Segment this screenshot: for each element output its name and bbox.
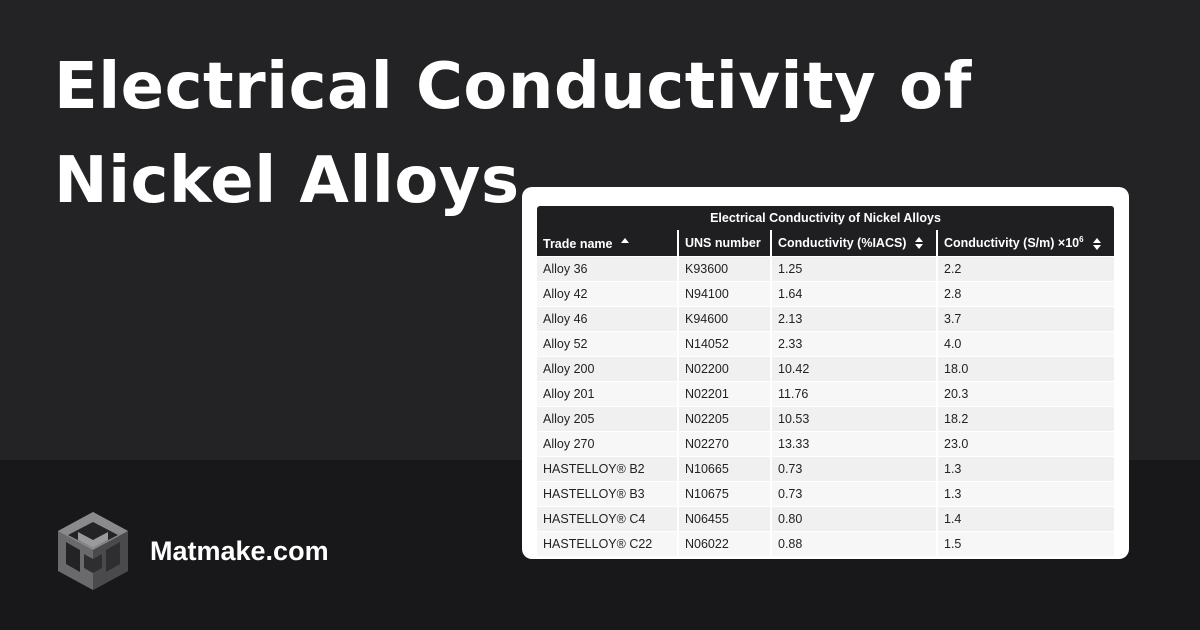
cell-uns-number: N14052 <box>678 332 771 357</box>
brand-name: Matmake.com <box>150 535 329 566</box>
cell-uns-number: N02205 <box>678 407 771 432</box>
column-header-label: Conductivity (%IACS) <box>778 235 907 250</box>
cell-conductivity-sm: 1.5 <box>937 532 1114 557</box>
cell-conductivity-sm: 2.2 <box>937 257 1114 282</box>
column-header-conductivity-iacs[interactable] <box>771 230 937 257</box>
cell-conductivity-sm: 3.7 <box>937 307 1114 332</box>
table-body <box>537 257 1114 557</box>
cell-conductivity-iacs: 0.73 <box>771 482 937 507</box>
cell-conductivity-sm: 2.8 <box>937 282 1114 307</box>
table-row <box>537 407 1114 432</box>
cell-conductivity-sm: 1.4 <box>937 507 1114 532</box>
table-row <box>537 432 1114 457</box>
column-header-label: Conductivity (S/m) ×10 <box>944 236 1080 251</box>
cell-trade-name: Alloy 205 <box>537 407 678 432</box>
cell-uns-number: N02200 <box>678 357 771 382</box>
cell-trade-name: Alloy 42 <box>537 282 678 307</box>
page-title: Electrical Conductivity of Nickel Alloys <box>54 50 972 218</box>
cell-uns-number: N94100 <box>678 282 771 307</box>
table-row <box>537 282 1114 307</box>
cell-trade-name: Alloy 270 <box>537 432 678 457</box>
cell-conductivity-iacs: 2.13 <box>771 307 937 332</box>
cell-trade-name: Alloy 52 <box>537 332 678 357</box>
cell-conductivity-sm: 4.0 <box>937 332 1114 357</box>
table-card <box>522 187 1129 559</box>
cell-uns-number: N10665 <box>678 457 771 482</box>
cell-uns-number: K94600 <box>678 307 771 332</box>
column-header-superscript: 6 <box>1079 235 1084 245</box>
cell-conductivity-sm: 18.0 <box>937 357 1114 382</box>
cell-conductivity-sm: 23.0 <box>937 432 1114 457</box>
table-row <box>537 457 1114 482</box>
column-header-uns-number[interactable] <box>678 230 771 257</box>
column-header-conductivity-sm[interactable] <box>937 230 1114 257</box>
cell-trade-name: Alloy 201 <box>537 382 678 407</box>
cell-trade-name: HASTELLOY® B3 <box>537 482 678 507</box>
cell-uns-number: N02201 <box>678 382 771 407</box>
conductivity-table <box>537 206 1114 556</box>
cell-conductivity-iacs: 0.80 <box>771 507 937 532</box>
cell-conductivity-iacs: 10.53 <box>771 407 937 432</box>
cell-trade-name: Alloy 200 <box>537 357 678 382</box>
cell-conductivity-iacs: 11.76 <box>771 382 937 407</box>
cell-conductivity-iacs: 0.73 <box>771 457 937 482</box>
cell-uns-number: N10675 <box>678 482 771 507</box>
table-row <box>537 307 1114 332</box>
column-header-label: Trade name <box>543 236 613 251</box>
table-row <box>537 532 1114 557</box>
cube-m-logo-icon <box>56 510 130 592</box>
cell-uns-number: N06455 <box>678 507 771 532</box>
table-row <box>537 482 1114 507</box>
table-row <box>537 257 1114 282</box>
sort-ascending-icon <box>620 236 630 246</box>
cell-trade-name: HASTELLOY® C22 <box>537 532 678 557</box>
sort-both-icon <box>914 236 924 250</box>
column-header-label: UNS number <box>685 236 761 250</box>
table-row <box>537 382 1114 407</box>
table-row <box>537 357 1114 382</box>
cell-conductivity-sm: 1.3 <box>937 457 1114 482</box>
brand <box>56 510 329 592</box>
cell-trade-name: Alloy 46 <box>537 307 678 332</box>
table-header-row <box>537 230 1114 257</box>
table-row <box>537 332 1114 357</box>
cell-conductivity-iacs: 1.64 <box>771 282 937 307</box>
cell-trade-name: HASTELLOY® C4 <box>537 507 678 532</box>
cell-trade-name: Alloy 36 <box>537 257 678 282</box>
cell-conductivity-iacs: 0.88 <box>771 532 937 557</box>
table-row <box>537 507 1114 532</box>
column-header-trade-name[interactable] <box>537 230 678 257</box>
cell-conductivity-sm: 1.3 <box>937 482 1114 507</box>
cell-conductivity-iacs: 2.33 <box>771 332 937 357</box>
cell-trade-name: HASTELLOY® B2 <box>537 457 678 482</box>
cell-conductivity-sm: 20.3 <box>937 382 1114 407</box>
cell-uns-number: N02270 <box>678 432 771 457</box>
cell-conductivity-iacs: 13.33 <box>771 432 937 457</box>
cell-uns-number: K93600 <box>678 257 771 282</box>
cell-conductivity-iacs: 10.42 <box>771 357 937 382</box>
table-caption: Electrical Conductivity of Nickel Alloys <box>537 206 1114 230</box>
cell-conductivity-sm: 18.2 <box>937 407 1114 432</box>
cell-uns-number: N06022 <box>678 532 771 557</box>
cell-conductivity-iacs: 1.25 <box>771 257 937 282</box>
sort-both-icon <box>1092 237 1102 251</box>
